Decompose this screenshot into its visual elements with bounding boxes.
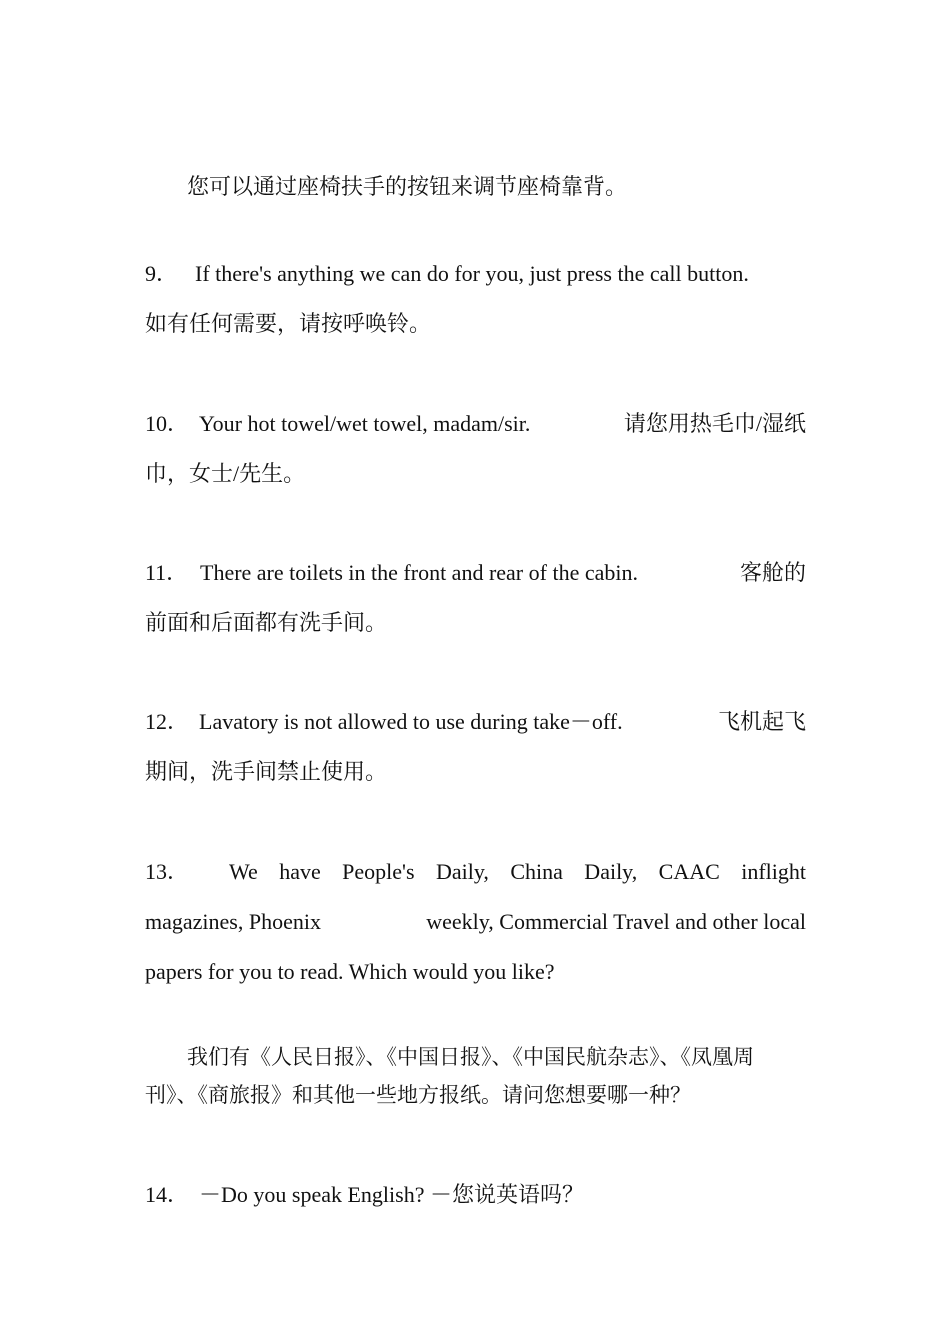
paragraph-13-line-1 [145, 857, 806, 887]
text: 请您用热毛巾/湿纸 [623, 411, 806, 436]
text: If there's anything we can do for you, just press the call button. [195, 261, 749, 286]
text: 您可以通过座椅扶手的按钮来调节座椅靠背。 [187, 174, 628, 199]
paragraph-13-chinese-line-1 [187, 1042, 806, 1072]
text: Lavatory is not allowed to use during take－off. [199, 709, 623, 734]
paragraph-13-chinese-line-2 [145, 1080, 806, 1110]
text: 客舱的 [739, 560, 806, 585]
item-number: 10． [145, 411, 190, 436]
text: papers for you to read. Which would you like? [145, 959, 555, 984]
item-number: 12． [145, 709, 190, 734]
paragraph-13-line-3 [145, 957, 806, 987]
paragraph-10-line-2 [145, 459, 806, 489]
text: 巾，女士/先生。 [145, 461, 306, 486]
text: 期间，洗手间禁止使用。 [145, 759, 388, 784]
text: 飞机起飞 [717, 709, 806, 734]
paragraph-9-english [145, 259, 806, 289]
text: weekly, Commercial Travel and other local [426, 909, 806, 934]
text: There are toilets in the front and rear of the cabin. [200, 560, 638, 585]
paragraph-9-chinese [145, 309, 806, 339]
paragraph-12-line-1 [145, 707, 806, 737]
text: We have People's Daily, China Daily, CAAC inflight [229, 859, 806, 884]
paragraph-8-chinese [187, 172, 806, 202]
text: 我们有《人民日报》、《中国日报》、《中国民航杂志》、《凤凰周 [187, 1045, 754, 1069]
text: magazines, Phoenix [145, 909, 321, 934]
paragraph-11-line-1 [145, 558, 806, 588]
item-number: 11． [145, 560, 189, 585]
paragraph-12-line-2 [145, 757, 806, 787]
paragraph-13-line-2 [145, 907, 806, 937]
text: 如有任何需要，请按呼唤铃。 [145, 311, 432, 336]
paragraph-11-line-2 [145, 608, 806, 638]
item-number: 14． [145, 1182, 190, 1207]
text: 前面和后面都有洗手间。 [145, 610, 388, 635]
paragraph-14 [145, 1180, 806, 1210]
item-number: 13． [145, 859, 190, 884]
text: 刊》、《商旅报》和其他一些地方报纸。请问您想要哪一种？ [145, 1083, 691, 1107]
item-number: 9． [145, 261, 179, 286]
text: Your hot towel/wet towel, madam/sir. [199, 411, 531, 436]
text: －Do you speak English? －您说英语吗？ [199, 1182, 584, 1207]
paragraph-10-line-1 [145, 409, 806, 439]
